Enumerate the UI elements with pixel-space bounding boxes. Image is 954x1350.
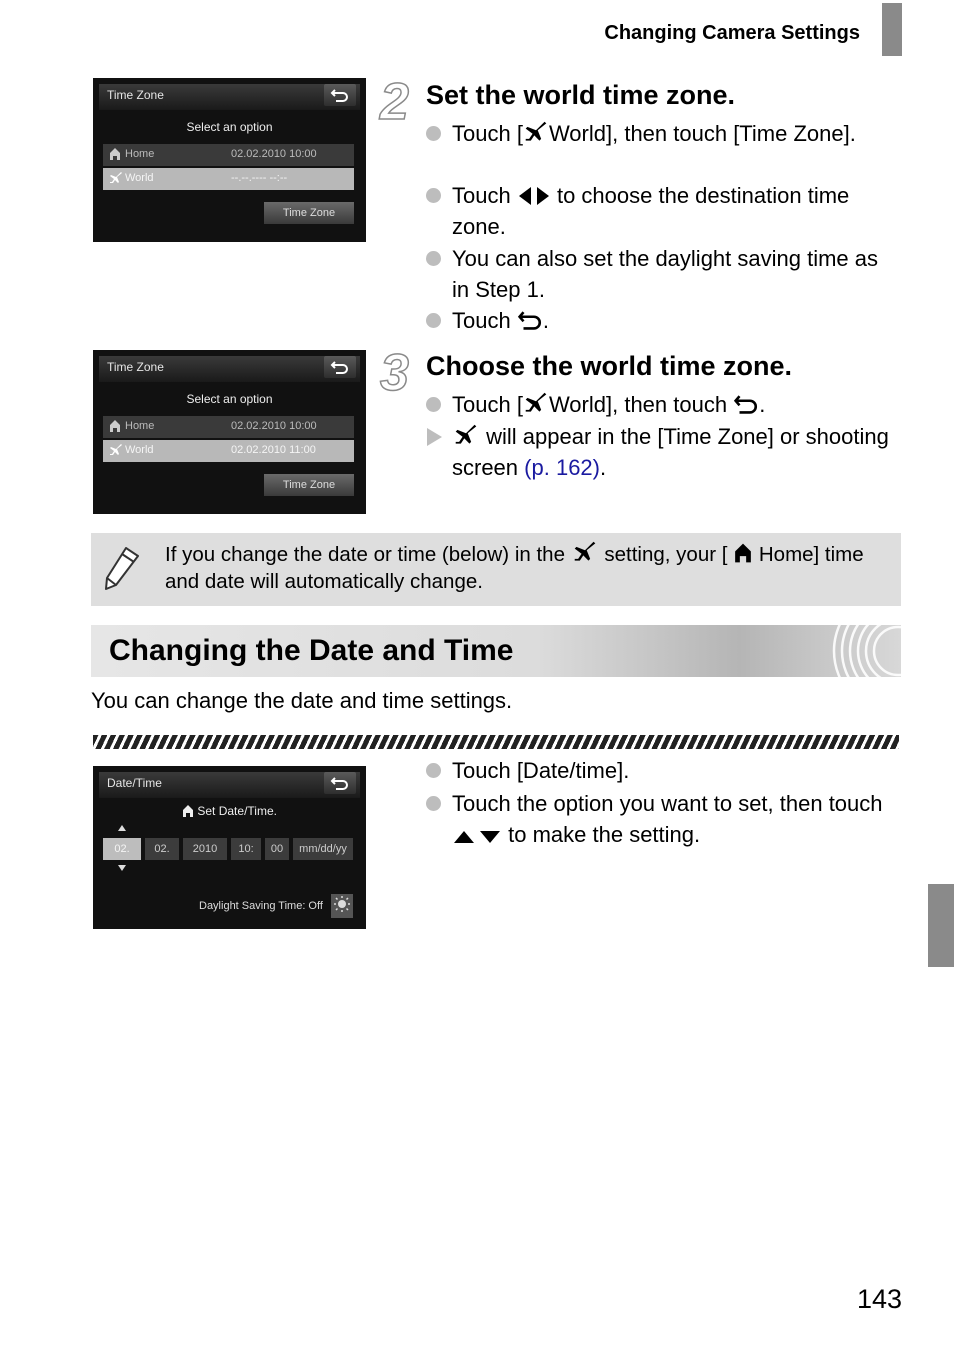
datetime-bullet-1: Touch [Date/time].	[426, 756, 901, 787]
home-icon	[109, 419, 121, 433]
return-button[interactable]	[324, 84, 356, 106]
screen-title: Time Zone	[107, 360, 164, 374]
screen-prompt: Select an option	[186, 120, 273, 134]
step-number: 2	[380, 73, 409, 131]
step3-result: will appear in the [Time Zone] or shooting screen (p. 162).	[426, 422, 901, 483]
screen-prompt: Set Date/Time.	[93, 804, 366, 818]
home-icon	[109, 147, 121, 161]
dst-button[interactable]	[331, 894, 353, 918]
page-number: 143	[856, 1284, 902, 1314]
sun-icon	[331, 894, 353, 918]
world-row[interactable]: World --.--.---- --:--	[103, 168, 354, 190]
screen-title: Date/Time	[107, 776, 162, 790]
header-tab-marker	[882, 3, 902, 56]
screen-prompt: Select an option	[186, 392, 273, 406]
note-text: If you change the date or time (below) in the setting, your [ Home] time and date will automatically change.	[165, 540, 895, 595]
day-cell[interactable]: 02.	[145, 838, 179, 860]
page-link[interactable]: (p. 162)	[524, 454, 600, 480]
down-arrow-icon	[117, 864, 127, 872]
time-zone-button[interactable]: Time Zone	[264, 202, 354, 224]
home-row[interactable]: Home 02.02.2010 10:00	[103, 416, 354, 438]
screen-title: Time Zone	[107, 88, 164, 102]
year-cell[interactable]: 2010	[183, 838, 227, 860]
running-header: Changing Camera Settings	[604, 22, 860, 44]
return-icon	[733, 393, 759, 415]
step2-bullet-4: Touch .	[426, 306, 901, 337]
hour-cell[interactable]: 10:	[231, 838, 261, 860]
world-row[interactable]: World 02.02.2010 11:00	[103, 440, 354, 462]
month-cell[interactable]: 02.	[103, 838, 141, 860]
minute-cell[interactable]: 00	[265, 838, 289, 860]
airplane-icon	[452, 423, 480, 447]
step-heading: Choose the world time zone.	[426, 351, 793, 381]
divider-stripe	[93, 735, 899, 749]
step-number: 3	[380, 344, 409, 402]
up-down-arrows-icon	[452, 829, 502, 845]
decorative-rings	[810, 625, 901, 677]
pencil-icon	[102, 545, 142, 591]
dst-label: Daylight Saving Time: Off	[199, 900, 323, 912]
format-cell[interactable]: mm/dd/yy	[293, 838, 353, 860]
airplane-icon	[109, 171, 123, 185]
home-icon	[182, 804, 194, 818]
home-icon	[733, 542, 753, 564]
step3-camera-screen	[93, 350, 366, 514]
return-icon	[330, 775, 350, 791]
step3-bullet-1: Touch [ World], then touch .	[426, 390, 901, 421]
airplane-icon	[109, 443, 123, 457]
return-button[interactable]	[324, 772, 356, 794]
return-button[interactable]	[324, 356, 356, 378]
step2-bullet-1: Touch [ World], then touch [Time Zone].	[426, 119, 901, 150]
return-icon	[330, 87, 350, 103]
side-tab-marker	[928, 884, 954, 967]
section-title: Changing the Date and Time	[109, 634, 514, 667]
airplane-icon	[523, 391, 549, 415]
home-row[interactable]: Home 02.02.2010 10:00	[103, 144, 354, 166]
step2-camera-screen	[93, 78, 366, 242]
up-arrow-icon	[117, 824, 127, 832]
section-intro: You can change the date and time settings.	[91, 688, 513, 713]
step-heading: Set the world time zone.	[426, 80, 736, 110]
airplane-icon	[571, 540, 599, 564]
datetime-bullet-2: Touch the option you want to set, then touch to make the setting.	[426, 789, 901, 850]
left-right-arrows-icon	[517, 186, 551, 206]
step2-bullet-2: Touch to choose the destination time zone.	[426, 181, 901, 242]
airplane-icon	[523, 120, 549, 144]
step2-bullet-3: You can also set the daylight saving time as in Step 1.	[426, 244, 901, 305]
time-zone-button[interactable]: Time Zone	[264, 474, 354, 496]
datetime-camera-screen	[93, 766, 366, 929]
return-icon	[517, 309, 543, 331]
return-icon	[330, 359, 350, 375]
